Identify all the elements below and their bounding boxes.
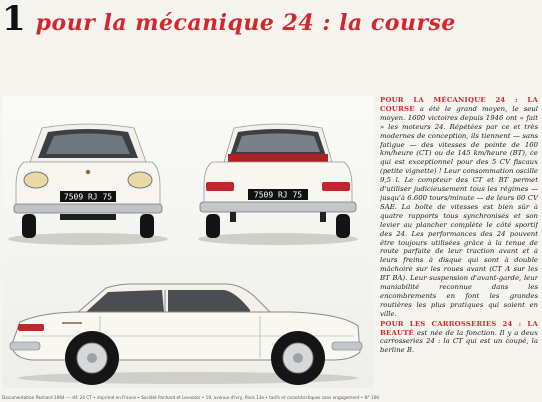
section-heading-carrosseries: POUR LES CARROSSERIES 24 : LA BEAUTÉ <box>380 319 538 337</box>
section-body-mecanique: a été le grand moyen, le seul moyen. 1600 victoires depuis 1946 ont « fait » les moteurs 24. Répétées par ce et très modernes de conception, ils tiennent — sans fatigue — des vitesses de pointe de 160 km/heure (CT) ou de 145 km/heure (BT), ce qui est exceptionnel pour des 5 CV fiscaux (petite vignette) ! Leur consommation oscille 9,5 l. Le compteur des CT et BT permet d'utiliser judicieusement tous les régimes — jusqu'à 6.600 tours/minute — de leurs 60 CV SAE. La boîte de vitesses est bien sûr à quatre rapports tous synchronisés et son levier au plancher complète le côté sportif des 24. Les performances des 24 pouvent être toujours utilisées grâce à la tenue de route parfaite de leur traction avant et à leurs freins à disque qui sont à double mâchoire sur les roues avant (CT A sur les BT BA). Leur suspension d'avant-garde, leur maniabilité reconnue dans les encombrements en font les grandes routières les plus pratiques qui soient en ville. <box>380 104 538 318</box>
car-side-view <box>10 284 362 385</box>
page-title: pour la mécanique 24 : la course <box>35 10 456 36</box>
car-photo-panel <box>2 96 374 388</box>
section-heading-mecanique: POUR LA MÉCANIQUE 24 : LA COURSE <box>380 96 538 113</box>
article-section-mecanique <box>380 96 538 319</box>
article-text <box>380 96 538 388</box>
footer-fine-print: Documentation Panhard 1964 — réf. 24 CT • imprimé en France • Société Panhard et Levassor • 19, avenue d'Ivry, Paris 13e • tarifs et caractéristiques sans engagement • N° 100 <box>2 395 380 400</box>
car-front-view <box>8 124 168 245</box>
rear-plate-text: 7509 RJ 75 <box>253 190 303 200</box>
section-body-carrosseries: est née de la fonction. Il y a deux carrosseries 24 : la CT qui est un coupé, la berline B. <box>380 328 538 355</box>
page-number: 1 <box>2 0 26 39</box>
page-heading <box>2 0 540 39</box>
front-plate-text: 7509 RJ 75 <box>63 192 113 202</box>
article-section-carrosseries <box>380 320 538 356</box>
car-rear-view <box>198 124 358 245</box>
